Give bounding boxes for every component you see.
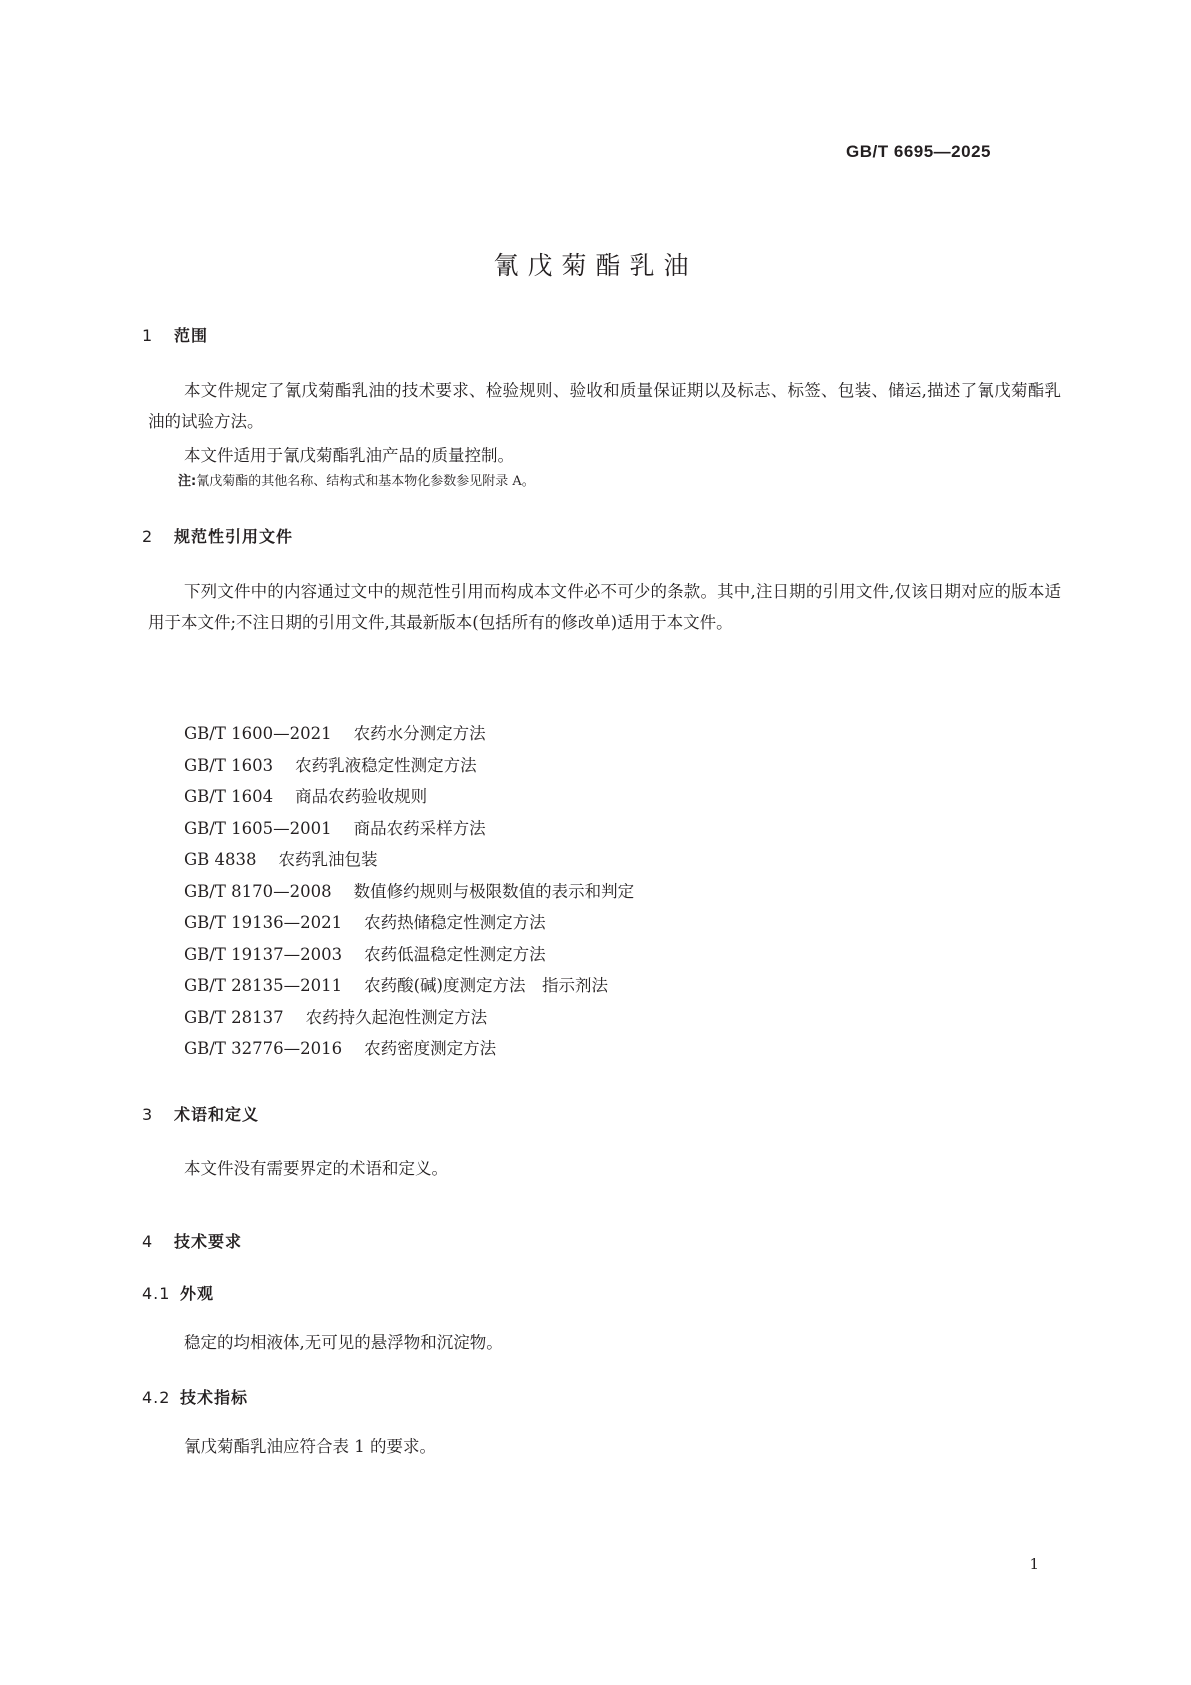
reference-title: 商品农药采样方法 (353, 818, 486, 838)
reference-code: GB/T 1604 (184, 787, 274, 806)
reference-code: GB/T 32776—2016 (184, 1039, 343, 1058)
references-intro: 下列文件中的内容通过文中的规范性引用而构成本文件必不可少的条款。其中,注日期的引用文件,仅该日期对应的版本适用于本文件;不注日期的引用文件,其最新版本(包括所有的修改单)适用于本文件。 (148, 582, 1061, 632)
reference-code: GB/T 19137—2003 (184, 944, 343, 964)
section-3-heading (142, 1102, 259, 1125)
reference-title: 数值修约规则与极限数值的表示和判定 (353, 881, 635, 901)
reference-item (184, 787, 634, 819)
section-title: 技术指标 (180, 1388, 249, 1407)
section-number: 2 (142, 527, 154, 546)
section-title: 技术要求 (174, 1232, 243, 1251)
section-title: 外观 (180, 1284, 215, 1303)
reference-code: GB/T 19136—2021 (184, 913, 343, 932)
section-number: 4.1 (142, 1284, 171, 1303)
section-number: 3 (142, 1105, 154, 1124)
section-1-heading (142, 323, 208, 346)
section-number: 4 (142, 1232, 154, 1251)
reference-title: 农药水分测定方法 (353, 724, 486, 743)
section-2-heading (142, 524, 293, 547)
technical-index-text: 氰戊菊酯乳油应符合表 1 的要求。 (184, 1437, 436, 1456)
section-title: 规范性引用文件 (174, 527, 294, 546)
reference-title: 农药酸(碱)度测定方法 指示剂法 (364, 976, 608, 995)
reference-title: 农药乳油包装 (278, 850, 378, 869)
reference-code: GB/T 1605—2001 (184, 818, 332, 838)
scope-paragraph: 本文件规定了氰戊菊酯乳油的技术要求、检验规则、验收和质量保证期以及标志、标签、包装、储运,描述了氰戊菊酯乳油的试验方法。 (148, 381, 1061, 431)
reference-code: GB/T 28135—2011 (184, 976, 343, 995)
reference-code: GB 4838 (184, 850, 257, 869)
reference-title: 农药密度测定方法 (364, 1039, 497, 1058)
reference-item (184, 913, 634, 945)
scope-note (178, 470, 535, 489)
section-number: 1 (142, 326, 154, 345)
scope-applicability: 本文件适用于氰戊菊酯乳油产品的质量控制。 (184, 446, 514, 465)
document-title: 氰戊菊酯乳油 (493, 251, 698, 280)
reference-item (184, 819, 634, 851)
reference-list (184, 724, 634, 1071)
section-title: 术语和定义 (174, 1105, 260, 1124)
section-title: 范围 (174, 326, 209, 345)
section-4-2-heading (142, 1385, 248, 1408)
reference-item (184, 882, 634, 914)
reference-title: 农药乳液稳定性测定方法 (295, 755, 477, 775)
appearance-text: 稳定的均相液体,无可见的悬浮物和沉淀物。 (184, 1333, 503, 1352)
section-4-heading (142, 1229, 242, 1252)
reference-item (184, 1039, 634, 1071)
reference-item (184, 756, 634, 788)
terms-text: 本文件没有需要界定的术语和定义。 (184, 1159, 448, 1178)
reference-title: 农药低温稳定性测定方法 (364, 944, 546, 964)
reference-item (184, 945, 634, 977)
reference-code: GB/T 28137 (184, 1007, 284, 1027)
reference-item (184, 976, 634, 1008)
reference-code: GB/T 1600—2021 (184, 724, 332, 743)
reference-item (184, 724, 634, 756)
note-label: 注: (178, 474, 197, 489)
page-number: 1 (1029, 1555, 1039, 1573)
section-number: 4.2 (142, 1388, 171, 1407)
reference-title: 农药持久起泡性测定方法 (305, 1007, 488, 1027)
reference-item (184, 850, 634, 882)
reference-title: 农药热储稳定性测定方法 (364, 913, 546, 932)
reference-code: GB/T 8170—2008 (184, 881, 332, 901)
section-4-1-heading (142, 1281, 214, 1304)
reference-item (184, 1008, 634, 1040)
reference-title: 商品农药验收规则 (295, 787, 428, 806)
document-code: GB/T 6695—2025 (846, 142, 991, 161)
reference-code: GB/T 1603 (184, 755, 274, 775)
note-text: 氰戊菊酯的其他名称、结构式和基本物化参数参见附录 A。 (196, 474, 535, 489)
